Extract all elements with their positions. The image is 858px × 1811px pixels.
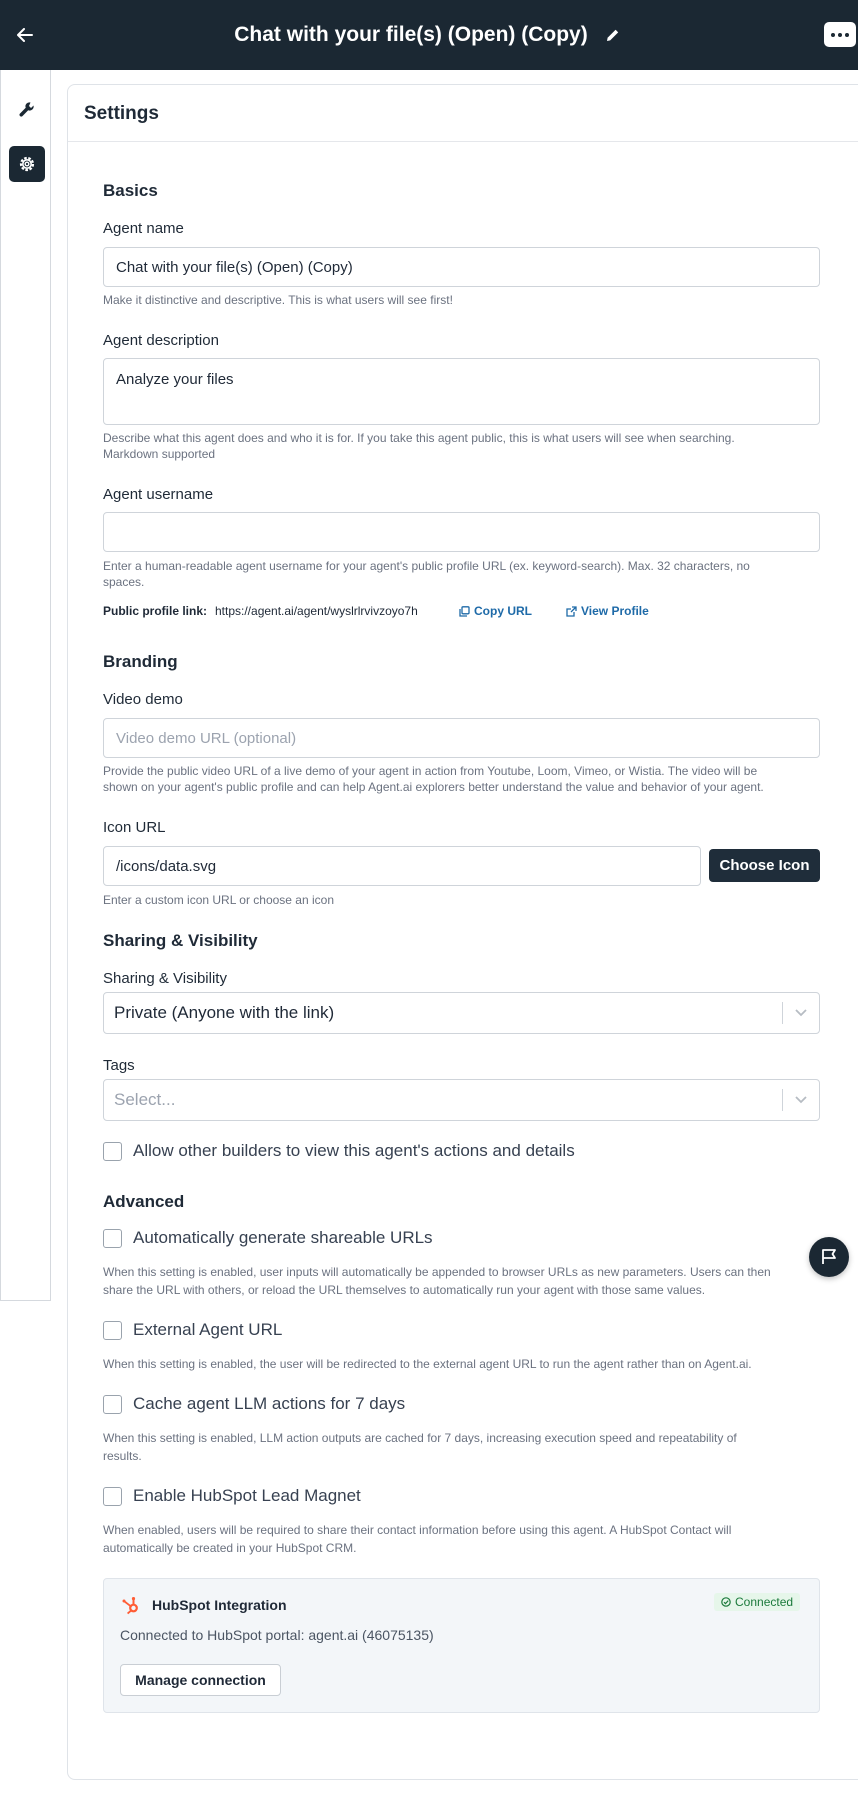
external-url-checkbox[interactable] xyxy=(103,1321,122,1340)
copy-url-label: Copy URL xyxy=(474,604,532,618)
advanced-heading: Advanced xyxy=(103,1192,185,1211)
hubspot-portal-text: Connected to HubSpot portal: agent.ai (46075135) xyxy=(120,1627,434,1643)
agent-username-input[interactable] xyxy=(103,512,820,552)
visibility-value: Private (Anyone with the link) xyxy=(114,1003,335,1022)
chevron-down-icon xyxy=(795,1096,807,1104)
icon-url-input[interactable]: /icons/data.svg xyxy=(103,846,701,886)
video-demo-input[interactable]: Video demo URL (optional) xyxy=(103,718,820,758)
top-bar xyxy=(0,0,858,70)
agent-username-help-1: Enter a human-readable agent username for your agent's public profile URL (ex. keyword-search). Max. 32 characters, no xyxy=(103,559,750,573)
check-circle-icon xyxy=(721,1597,731,1607)
hubspot-status-badge xyxy=(714,1593,800,1611)
cache-llm-row xyxy=(103,1394,405,1414)
shareable-urls-checkbox[interactable] xyxy=(103,1229,122,1248)
hubspot-integration-panel xyxy=(103,1578,820,1713)
view-profile-link[interactable] xyxy=(566,604,649,618)
agent-description-textarea[interactable]: Analyze your files xyxy=(103,358,820,425)
gear-icon xyxy=(17,154,37,174)
flag-icon xyxy=(820,1248,838,1266)
copy-url-link[interactable] xyxy=(459,604,532,618)
external-url-help: When this setting is enabled, the user will be redirected to the external agent URL to run the agent rather than on Agent.ai. xyxy=(103,1357,752,1371)
view-profile-label: View Profile xyxy=(581,604,649,618)
allow-builders-row xyxy=(103,1141,575,1161)
external-link-icon xyxy=(566,606,577,617)
tags-placeholder: Select... xyxy=(114,1090,176,1109)
sharing-heading: Sharing & Visibility xyxy=(103,931,258,950)
icon-url-help: Enter a custom icon URL or choose an icon xyxy=(103,893,335,907)
agent-description-help-2: Markdown supported xyxy=(103,447,216,461)
settings-header xyxy=(68,85,858,142)
video-demo-label: Video demo xyxy=(103,691,183,708)
agent-username-help-2: spaces. xyxy=(103,575,145,589)
agent-title: Chat with your file(s) (Open) (Copy) xyxy=(234,23,588,46)
branding-heading: Branding xyxy=(103,652,178,671)
choose-icon-button[interactable]: Choose Icon xyxy=(709,849,820,882)
hubspot-magnet-help-2: automatically be created in your HubSpot CRM. xyxy=(103,1541,357,1555)
hubspot-magnet-help-1: When enabled, users will be required to share their contact information before using this agent. A HubSpot Contact will xyxy=(103,1523,732,1537)
shareable-urls-row xyxy=(103,1228,433,1248)
ellipsis-icon xyxy=(831,33,835,37)
cache-llm-help-1: When this setting is enabled, LLM action outputs are cached for 7 days, increasing execution speed and repeatability of xyxy=(103,1431,737,1445)
tags-select[interactable] xyxy=(103,1079,820,1121)
settings-tab[interactable] xyxy=(9,146,45,182)
chevron-down-icon xyxy=(795,1009,807,1017)
tags-label: Tags xyxy=(103,1057,135,1074)
wrench-icon xyxy=(17,100,37,120)
hubspot-magnet-label: Enable HubSpot Lead Magnet xyxy=(133,1486,361,1505)
basics-heading: Basics xyxy=(103,181,158,200)
video-demo-help-2: shown on your agent's public profile and can help Agent.ai explorers better understand the value and behavior of your agent. xyxy=(103,780,764,794)
settings-title: Settings xyxy=(84,103,159,124)
cache-llm-help-2: results. xyxy=(103,1449,142,1463)
allow-builders-checkbox[interactable] xyxy=(103,1142,122,1161)
agent-description-label: Agent description xyxy=(103,332,219,349)
cache-llm-checkbox[interactable] xyxy=(103,1395,122,1414)
hubspot-magnet-row xyxy=(103,1486,361,1506)
feedback-button[interactable] xyxy=(809,1237,849,1277)
visibility-select[interactable] xyxy=(103,992,820,1034)
agent-username-label: Agent username xyxy=(103,486,214,503)
agent-description-help-1: Describe what this agent does and who it is for. If you take this agent public, this is what users will see when searching. xyxy=(103,431,735,445)
shareable-urls-label: Automatically generate shareable URLs xyxy=(133,1228,433,1247)
hubspot-title: HubSpot Integration xyxy=(152,1597,287,1613)
copy-icon xyxy=(459,606,470,617)
hubspot-status-text: Connected xyxy=(735,1595,794,1609)
title-wrap xyxy=(0,0,858,70)
actions-tab[interactable] xyxy=(9,92,45,128)
public-profile-url: https://agent.ai/agent/wyslrlrvivzoyo7h xyxy=(215,604,418,618)
video-demo-help-1: Provide the public video URL of a live demo of your agent in action from Youtube, Loom, Vimeo, or Wistia. The video will be xyxy=(103,764,758,778)
more-options-button[interactable] xyxy=(824,22,856,47)
public-profile-label: Public profile link: xyxy=(103,604,208,618)
pencil-icon xyxy=(606,28,620,42)
agent-name-input[interactable]: Chat with your file(s) (Open) (Copy) xyxy=(103,247,820,287)
external-url-row xyxy=(103,1320,282,1340)
icon-url-label: Icon URL xyxy=(103,819,166,836)
side-rail xyxy=(0,70,51,1301)
shareable-urls-help-1: When this setting is enabled, user inputs will automatically be appended to browser URLs as new parameters. Users can then xyxy=(103,1265,771,1279)
allow-builders-label: Allow other builders to view this agent's actions and details xyxy=(133,1141,575,1160)
manage-connection-button[interactable]: Manage connection xyxy=(120,1664,281,1696)
cache-llm-label: Cache agent LLM actions for 7 days xyxy=(133,1394,406,1413)
hubspot-magnet-checkbox[interactable] xyxy=(103,1487,122,1506)
agent-name-help: Make it distinctive and descriptive. This is what users will see first! xyxy=(103,293,453,307)
visibility-dropdown-toggle[interactable] xyxy=(783,993,819,1033)
visibility-label: Sharing & Visibility xyxy=(103,970,227,987)
external-url-label: External Agent URL xyxy=(133,1320,283,1339)
tags-dropdown-toggle[interactable] xyxy=(783,1080,819,1120)
hubspot-logo-icon xyxy=(121,1596,141,1616)
edit-title-button[interactable] xyxy=(602,24,624,46)
agent-name-label: Agent name xyxy=(103,220,184,237)
shareable-urls-help-2: share the URL with others, or reload the URL themselves to automatically run your agent with those same values. xyxy=(103,1283,706,1297)
